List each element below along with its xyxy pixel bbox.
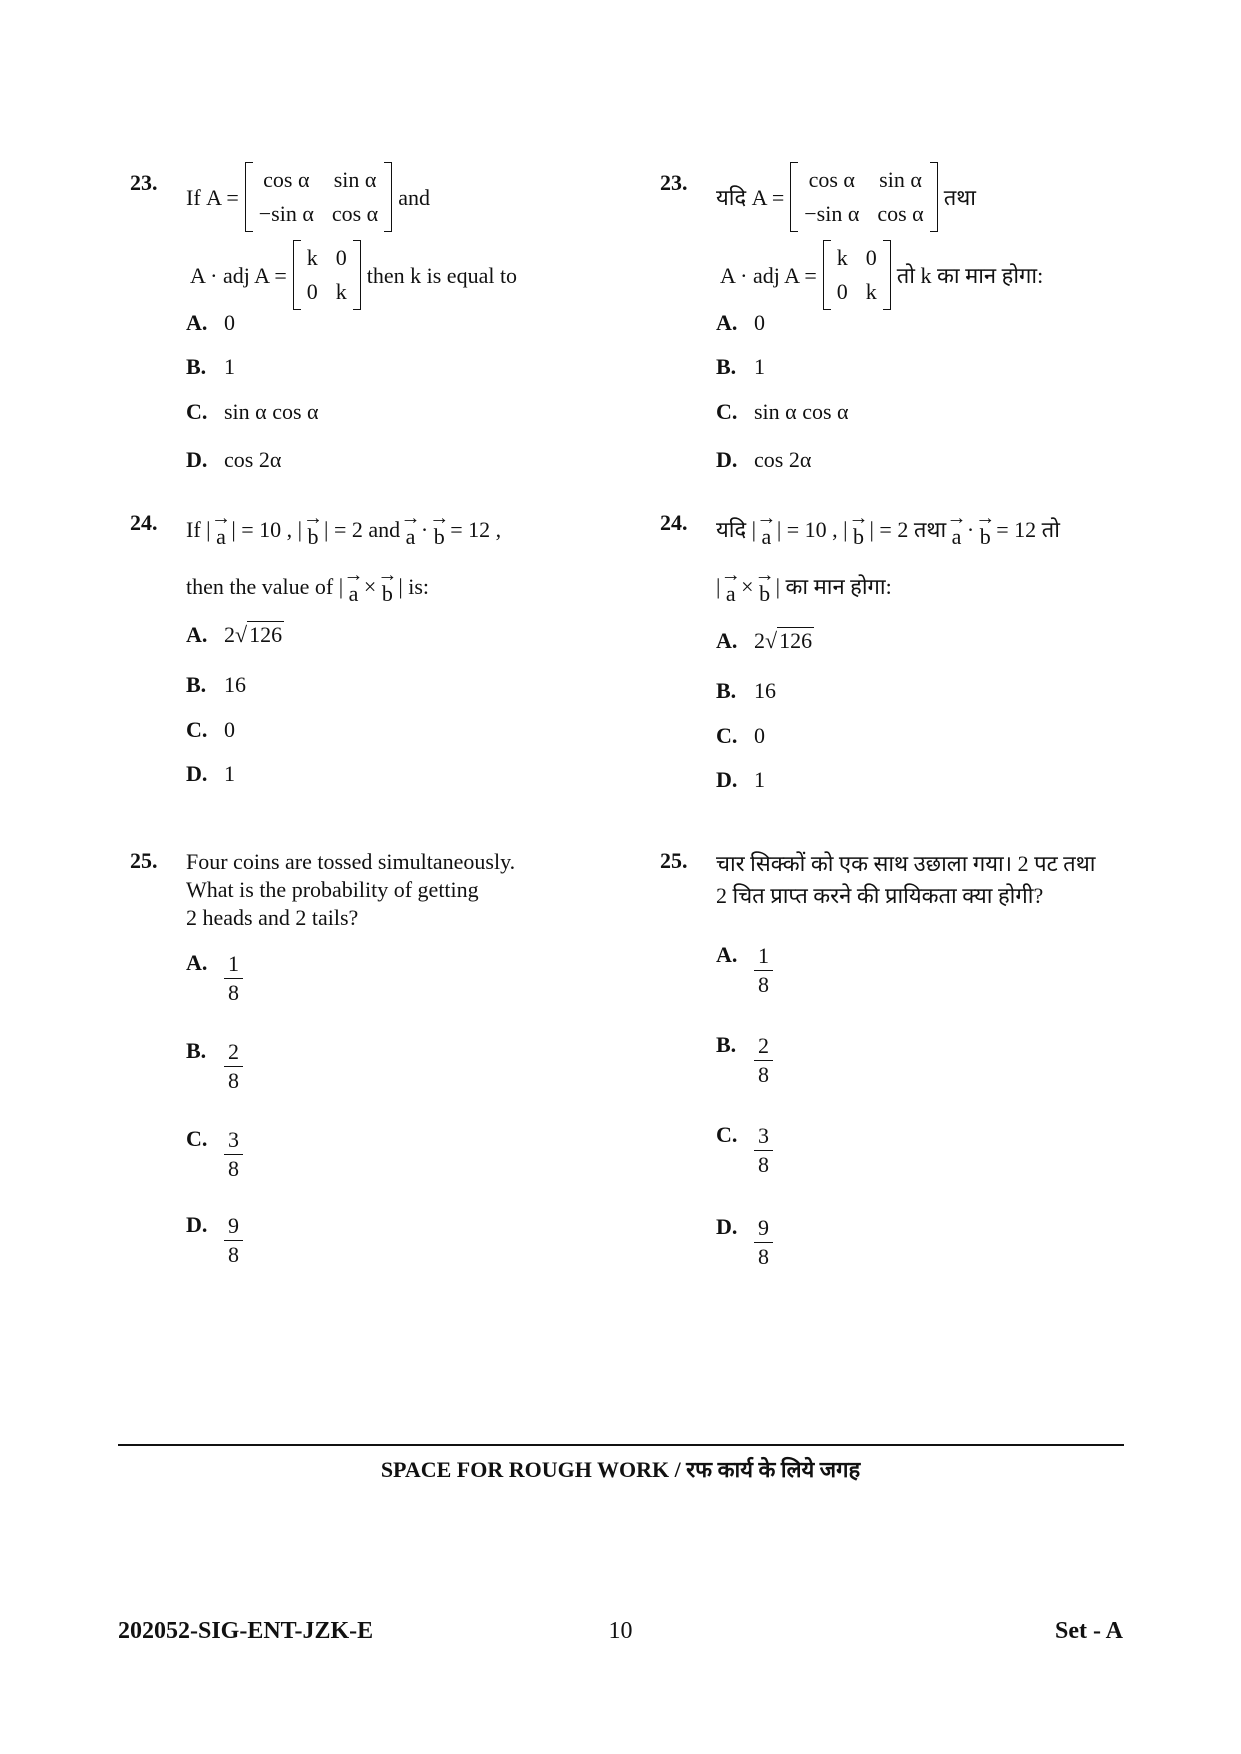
option-a[interactable]: A. $\frac{1}{8}$ [716,942,773,999]
option-b[interactable]: B. 16 [716,678,776,703]
option-b[interactable]: B. 16 [186,672,246,697]
set-label: Set - A [1055,1618,1123,1644]
vector-a: → a [216,508,226,551]
option-d[interactable]: D. $\frac{9}{8}$ [716,1214,773,1271]
question-number: 23. [660,170,688,195]
option-c[interactable]: C. $\frac{3}{8}$ [186,1126,243,1183]
question-stem: चार सिक्कों को एक साथ उछाला गया। 2 पट तथा 2 चित प्राप्त करने की प्रायिकता क्या होगी? [716,851,1096,908]
option-a[interactable]: A. 2 √126 [186,622,283,647]
rough-work-heading: SPACE FOR ROUGH WORK / रफ कार्य के लिये जगह [380,1457,861,1482]
question-number: 25. [660,848,688,873]
option-b[interactable]: B. $\frac{2}{8}$ [186,1038,243,1095]
option-b[interactable]: B. 1 [716,354,765,379]
option-c[interactable]: C. 0 [716,723,765,748]
vector-b: → b [308,508,319,551]
question-stem [186,508,610,608]
question-stem: Four coins are tossed simultaneously. What is the probability of getting 2 heads and 2 tails? [186,849,516,930]
page-number: 10 [608,1618,633,1644]
stem-line-2: | → a × → b | का मान होगा: [716,565,1140,608]
option-d[interactable]: D. 1 [186,761,235,786]
option-c[interactable]: C. 0 [186,717,235,742]
question-stem [716,162,1140,310]
matrix-a: cos α sin α −sin α cos α [245,162,392,232]
matrix-k: k 0 0 k [823,240,891,310]
question-number: 25. [130,848,158,873]
option-a[interactable]: A. $\frac{1}{8}$ [186,950,243,1007]
option-c[interactable]: C. sin α cos α [186,399,319,424]
option-c[interactable]: C. sin α cos α [716,399,849,424]
stem-line-1: If | → a | = 10 , | → b | = 2 and → a · → b = 12 , [186,508,610,551]
stem-line-1: If A = cos α sin α −sin α cos α and [186,162,610,232]
stem-line-2: then the value of | → a × → b | is: [186,565,610,608]
option-d[interactable]: D. 1 [716,767,765,792]
stem-line-1: यदि | → a | = 10 , | → b | = 2 तथा → a · → b = 12 तो [716,508,1140,551]
sqrt-symbol: √126 [235,622,283,647]
question-stem [716,508,1140,608]
matrix-k: k 0 0 k [293,240,361,310]
option-d[interactable]: D. cos 2α [186,447,282,472]
question-number: 23. [130,170,158,195]
stem-line-2: A · adj A = k 0 0 k then k is equal to [190,240,610,310]
question-number: 24. [130,510,158,535]
option-a[interactable]: A. 2 √126 [716,628,813,653]
option-b[interactable]: B. $\frac{2}{8}$ [716,1032,773,1089]
option-a[interactable]: A. 0 [716,310,765,335]
paper-code: 202052-SIG-ENT-JZK-E [118,1618,374,1644]
option-c[interactable]: C. $\frac{3}{8}$ [716,1122,773,1179]
question-stem [186,162,610,310]
stem-line-2: A · adj A = k 0 0 k तो k का मान होगा: [720,240,1140,310]
option-d[interactable]: D. $\frac{9}{8}$ [186,1212,243,1269]
rough-work-divider [118,1444,1124,1446]
stem-line-1: यदि A = cos α sin α −sin α cos α तथा [716,162,1140,232]
question-number: 24. [660,510,688,535]
option-d[interactable]: D. cos 2α [716,447,812,472]
matrix-a: cos α sin α −sin α cos α [790,162,937,232]
sqrt-symbol: √126 [765,628,813,653]
option-a[interactable]: A. 0 [186,310,235,335]
option-b[interactable]: B. 1 [186,354,235,379]
